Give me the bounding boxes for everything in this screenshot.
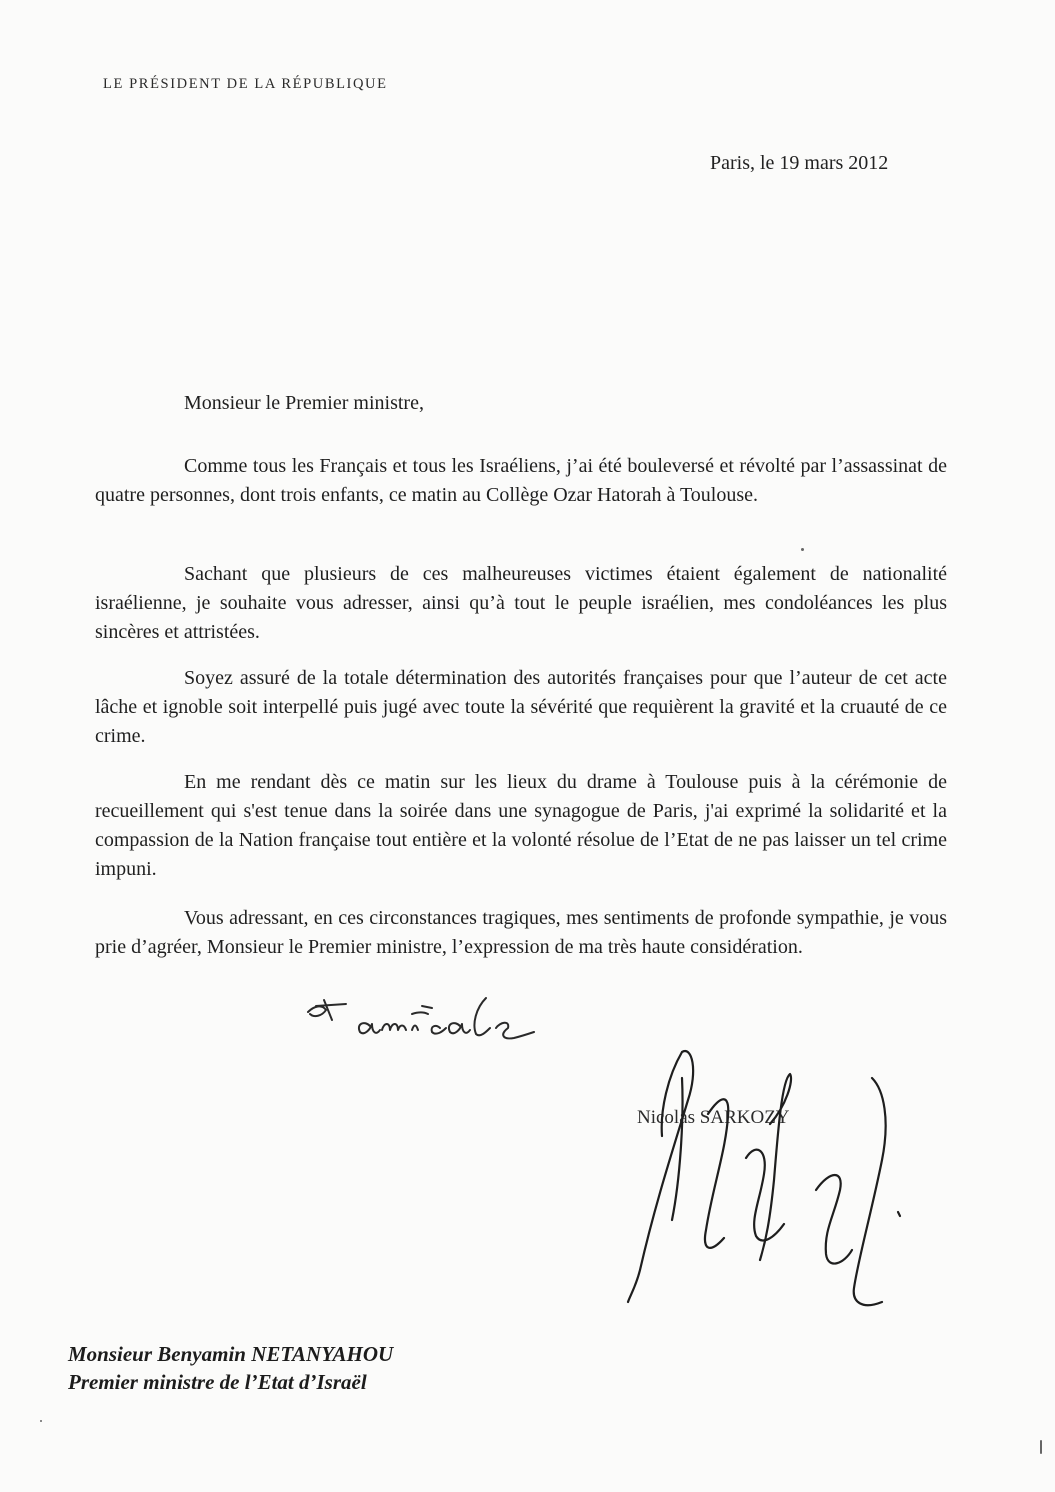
scan-speck [1040, 1440, 1042, 1454]
paragraph-3: Soyez assuré de la totale détermination des autorités françaises pour que l’auteur de cet acte lâche et ignoble soit interpellé puis jugé avec toute la sévérité que requièrent la gravité et la cruauté de ce crime. [95, 667, 947, 747]
signature-scribble [600, 1040, 920, 1320]
letter-date: Paris, le 19 mars 2012 [710, 152, 889, 174]
paragraph-5: Vous adressant, en ces circonstances tragiques, mes sentiments de profonde sympathie, je vous prie d’agréer, Monsieur le Premier ministre, l’expression de ma très haute considération. [95, 907, 947, 958]
signatory-name: Nicolas SARKOZY [637, 1107, 790, 1128]
paragraph-4: En me rendant dès ce matin sur les lieux du drame à Toulouse puis à la cérémonie de recueillement qui s'est tenue dans la soirée dans une synagogue de Paris, j'ai exprimé la solidarité et la compassion de la Nation française tout entière et la volonté résolue de l’Etat de ne pas laisser un tel crime impuni. [95, 771, 947, 880]
scan-speck [40, 1420, 42, 1422]
recipient-title: Premier ministre de l’Etat d’Israël [68, 1370, 367, 1394]
letterhead: LE PRÉSIDENT DE LA RÉPUBLIQUE [103, 76, 388, 92]
handwritten-note [300, 990, 570, 1060]
salutation: Monsieur le Premier ministre, [184, 392, 424, 414]
paragraph-2: Sachant que plusieurs de ces malheureuses victimes étaient également de nationalité israélienne, je souhaite vous adresser, ainsi qu’à tout le peuple israélien, mes condoléances les plus sincères et attristées. [95, 563, 947, 643]
paragraph-1: Comme tous les Français et tous les Israéliens, j’ai été bouleversé et révolté par l’assassinat de quatre personnes, dont trois enfants, ce matin au Collège Ozar Hatorah à Toulouse. [95, 455, 947, 506]
recipient-block [68, 1340, 393, 1396]
recipient-name: Monsieur Benyamin NETANYAHOU [68, 1342, 394, 1366]
scan-speck [801, 548, 804, 551]
